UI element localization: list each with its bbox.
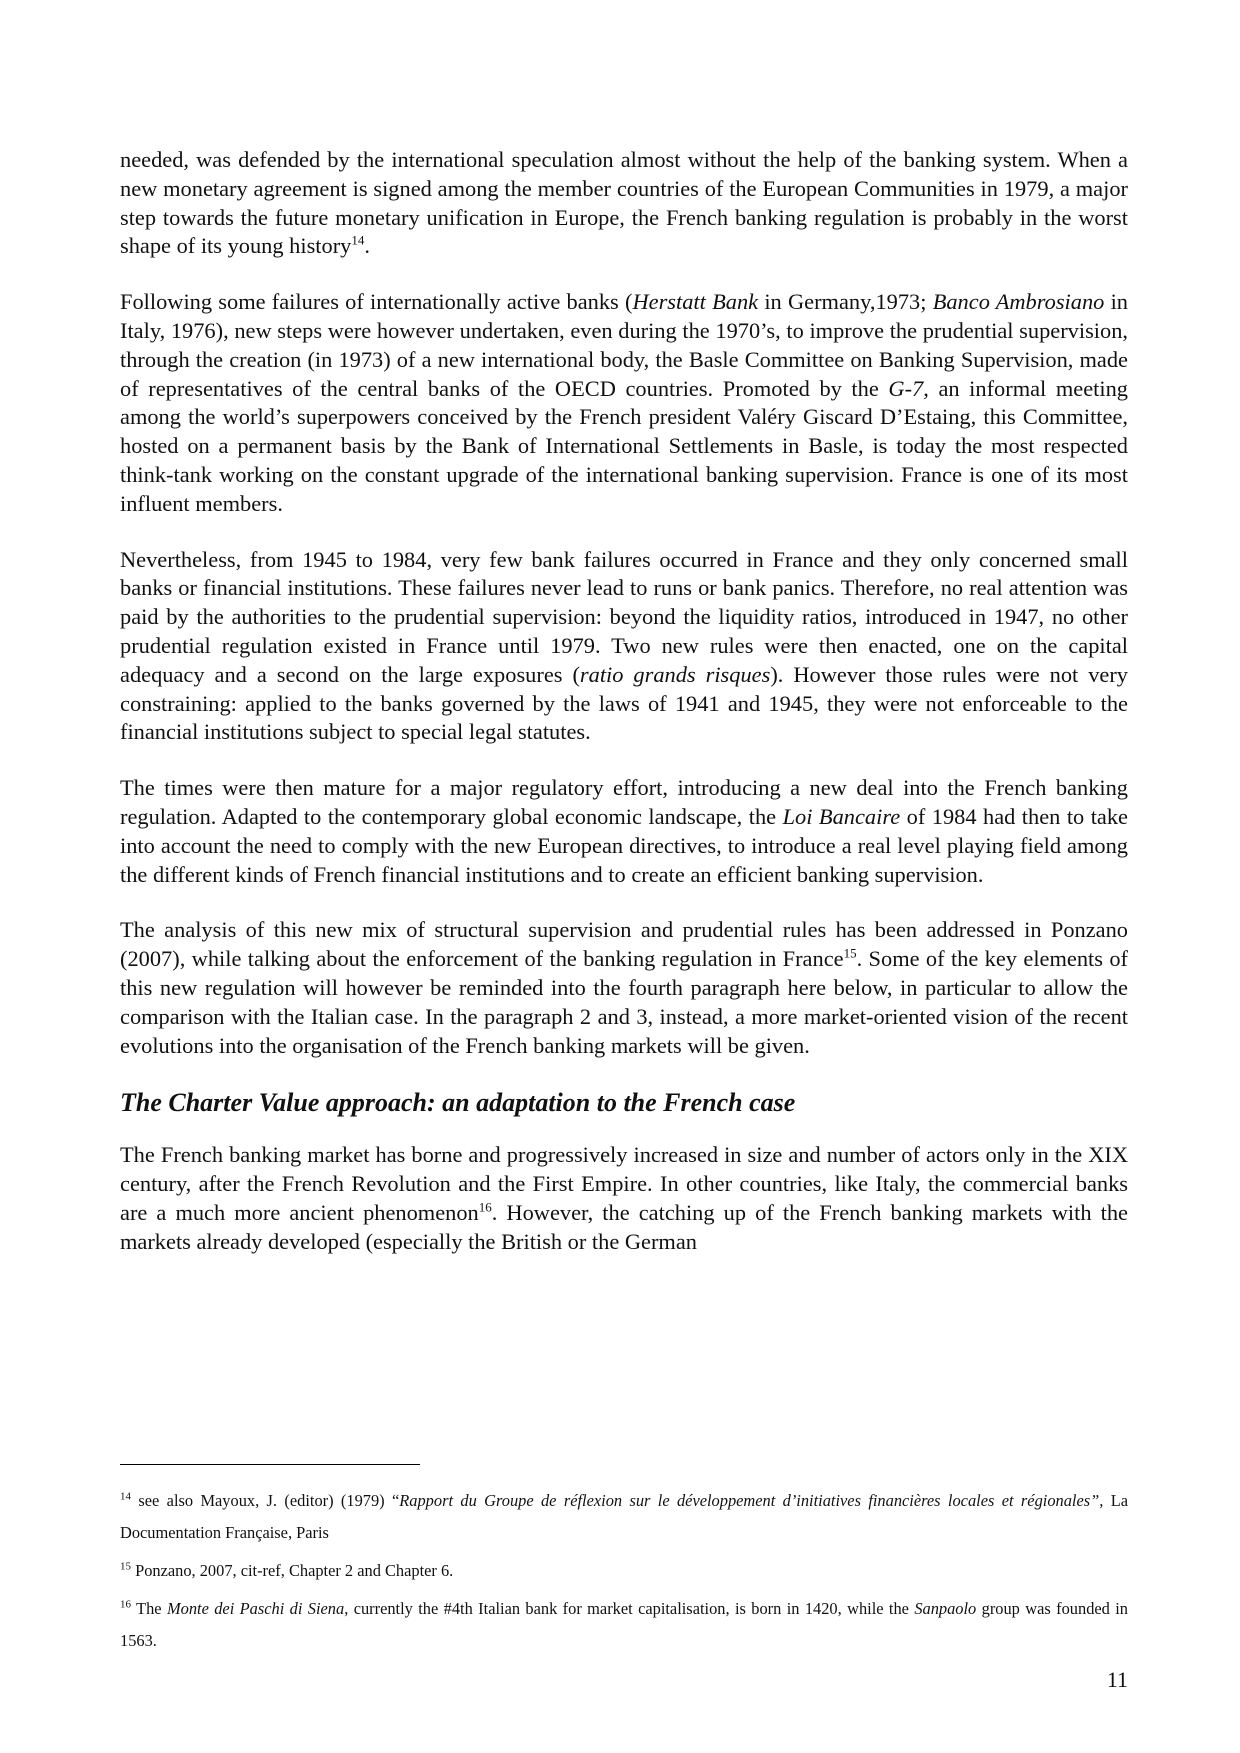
text-run: in Italy, 1976), new steps were however undertaken, even during the 1970’s, to improve the prudential supervision, through the creation (in 1973) of a new international body, the Basle Committee on Banking Supervision, made of representatives of the central banks of the OECD countries. Promoted by the xyxy=(120,289,1129,401)
footnote-separator xyxy=(120,1464,420,1465)
text-run: . However, the catching up of the French banking markets with the markets already developed (especially the British or the German xyxy=(120,1199,1128,1254)
text-run: of 1984 had then to take into account the need to comply with the new European directives, to introduce a real level playing field among the different kinds of French financial institutions and to create an efficient banking supervision. xyxy=(120,803,1128,887)
italic-text: Rapport du Groupe de réflexion sur le développement d’initiatives financières locales et régionales”, xyxy=(399,1491,1104,1510)
text-run: . Some of the key elements of this new regulation will however be reminded into the fourth paragraph here below, in particular to allow the comparison with the Italian case. In the paragraph 2 and 3, instead, a more market-oriented vision of the recent evolutions into the organisation of the French banking markets will be given. xyxy=(120,946,1128,1058)
text-run: needed, was defended by the international speculation almost without the help of the banking system. When a new monetary agreement is signed among the member countries of the European Communities in 1979, a major step towards the future monetary unification in Europe, the French banking regulation is probably in the worst shape of its young history xyxy=(120,147,1128,259)
text-run: , currently the #4th Italian bank for market capitalisation, is born in 1420, while the xyxy=(344,1599,915,1618)
text-run: The French banking market has borne and progressively increased in size and number of actors only in the XIX century, after the French Revolution and the First Empire. In other countries, like Italy, the commercial banks are a much more ancient phenomenon xyxy=(120,1142,1128,1225)
text-run: The times were then mature for a major regulatory effort, introducing a new deal into the French banking regulation. Adapted to the contemporary global economic landscape, the xyxy=(120,775,1128,829)
italic-text: Banco Ambrosiano xyxy=(932,289,1105,315)
text-run: , an informal meeting among the world’s superpowers conceived by the French president Valéry Giscard D’Estaing, this Committee, hosted on a permanent basis by the Bank of International Settlements in Basle, is today the most respected think-tank working on the constant upgrade of the international banking supervision. France is one of its most influent members. xyxy=(120,375,1129,516)
text-run: in Germany,1973; xyxy=(758,289,933,315)
paragraph xyxy=(120,146,1128,261)
italic-text: Sanpaolo xyxy=(914,1599,977,1618)
paragraph xyxy=(120,546,1128,748)
footnote-ref: 15 xyxy=(843,945,857,961)
paragraph xyxy=(120,1141,1128,1256)
italic-text: ratio grands risques xyxy=(579,661,771,687)
footnote-ref: 16 xyxy=(478,1199,492,1215)
footnotes xyxy=(120,1485,1128,1663)
footnote xyxy=(120,1485,1128,1549)
text-run: Nevertheless, from 1945 to 1984, very few bank failures occurred in France and they only concerned small banks or financial institutions. These failures never lead to runs or bank panics. Therefore, no real attention was paid by the authorities to the prudential supervision: beyond the liquidity ratios, introduced in 1947, no other prudential regulation existed in France until 1979. Two new rules were then enacted, one on the capital adequacy and a second on the large exposures ( xyxy=(120,546,1128,687)
text-run: Ponzano, 2007, cit-ref, Chapter 2 and Chapter 6. xyxy=(131,1561,454,1580)
text-run: ). However those rules were not very constraining: applied to the banks governed by the laws of 1941 and 1945, they were not enforceable to the financial institutions subject to special legal statutes. xyxy=(120,661,1128,745)
text-run: The xyxy=(131,1599,167,1618)
paragraph xyxy=(120,774,1128,889)
footnote-ref: 14 xyxy=(351,232,365,248)
footnote-ref: 14 xyxy=(120,1490,131,1503)
body-text xyxy=(120,146,1128,1060)
text-run: Following some failures of internationally active banks ( xyxy=(120,289,633,315)
italic-text: Monte dei Paschi di Siena xyxy=(166,1599,345,1618)
paragraph xyxy=(120,916,1128,1060)
footnote-ref: 15 xyxy=(120,1560,131,1573)
section-heading: The Charter Value approach: an adaptation to the French case xyxy=(120,1088,796,1118)
page-number: 11 xyxy=(1106,1667,1128,1692)
text-run: La Documentation Française, Paris xyxy=(120,1491,1129,1542)
paragraph xyxy=(120,288,1128,518)
footnote xyxy=(120,1593,1128,1657)
italic-text: Loi Bancaire xyxy=(782,803,901,829)
italic-text: G-7 xyxy=(888,375,924,401)
text-run: see also Mayoux, J. (editor) (1979) “ xyxy=(131,1491,400,1510)
text-run: . xyxy=(364,233,370,259)
italic-text: Herstatt Bank xyxy=(632,289,759,315)
text-run: group was founded in 1563. xyxy=(120,1599,1128,1650)
body-text-after-heading xyxy=(120,1141,1128,1256)
page-body xyxy=(120,146,1128,1284)
footnote-ref: 16 xyxy=(120,1598,131,1611)
text-run: The analysis of this new mix of structural supervision and prudential rules has been addressed in Ponzano (2007), while talking about the enforcement of the banking regulation in France xyxy=(120,917,1128,972)
footnote xyxy=(120,1555,1128,1587)
